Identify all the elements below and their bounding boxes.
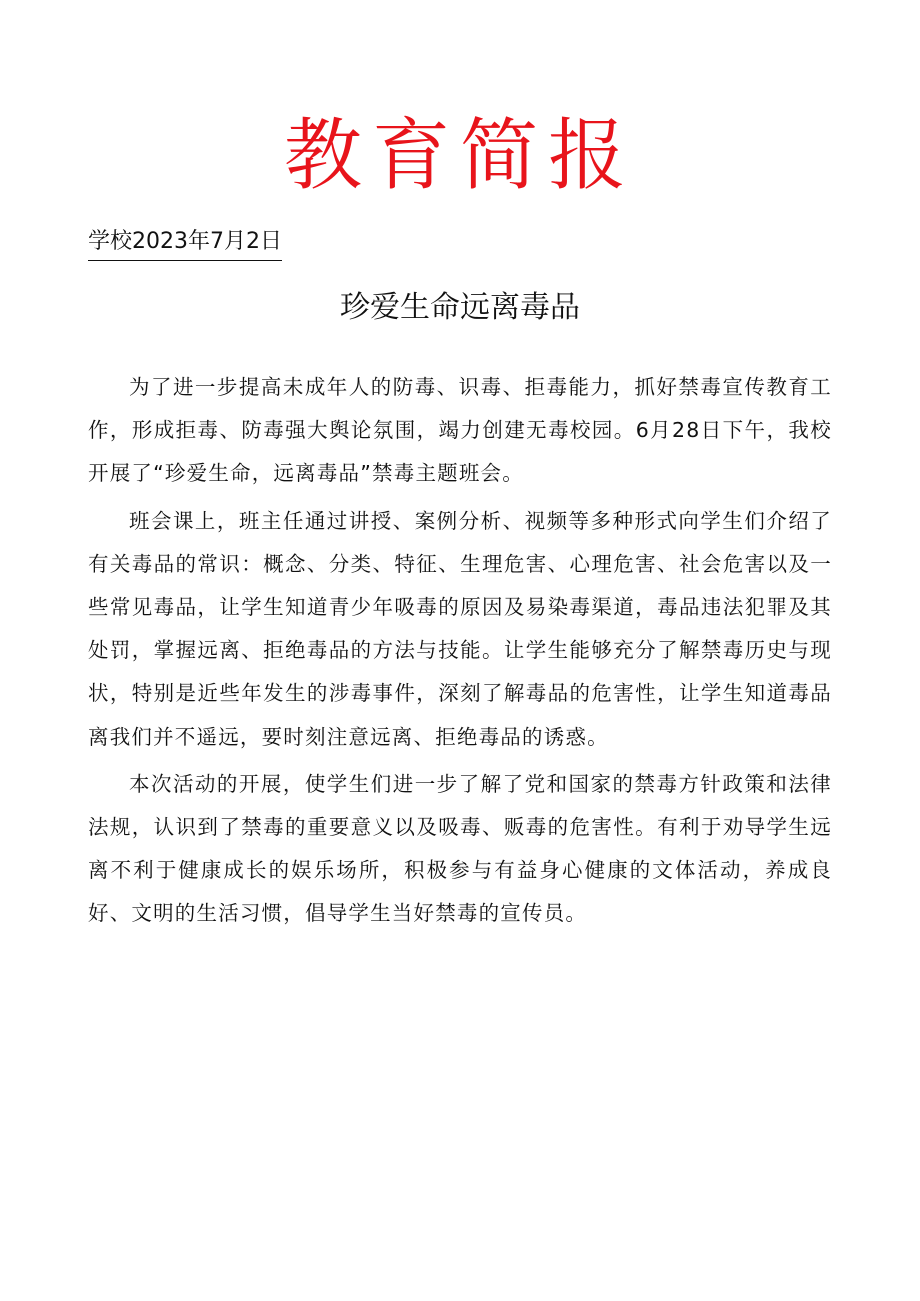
article-paragraph-3: 本次活动的开展，使学生们进一步了解了党和国家的禁毒方针政策和法律法规，认识到了禁毒的重要意义以及吸毒、贩毒的危害性。有利于劝导学生远离不利于健康成长的娱乐场所，积极参与有益身心健康的文体活动，养成良好、文明的生活习惯，倡导学生当好禁毒的宣传员。 bbox=[88, 771, 832, 926]
article-paragraph-1: 为了进一步提高未成年人的防毒、识毒、拒毒能力，抓好禁毒宣传教育工作，形成拒毒、防毒强大舆论氛围，竭力创建无毒校园。6月28日下午，我校开展了“珍爱生命，远离毒品”禁毒主题班会。 bbox=[88, 375, 832, 486]
dateline: 学校2023年7月2日 bbox=[88, 226, 282, 261]
newsletter-masthead: 教育简报 bbox=[283, 111, 636, 201]
article-headline: 珍爱生命远离毒品 bbox=[340, 290, 580, 325]
article-body bbox=[88, 366, 832, 940]
article-paragraph-2: 班会课上，班主任通过讲授、案例分析、视频等多种形式向学生们介绍了有关毒品的常识：概念、分类、特征、生理危害、心理危害、社会危害以及一些常见毒品，让学生知道青少年吸毒的原因及易染毒渠道，毒品违法犯罪及其处罚，掌握远离、拒绝毒品的方法与技能。让学生能够充分了解禁毒历史与现状，特别是近些年发生的涉毒事件，深刻了解毒品的危害性，让学生知道毒品离我们并不遥远，要时刻注意远离、拒绝毒品的诱惑。 bbox=[88, 508, 832, 749]
